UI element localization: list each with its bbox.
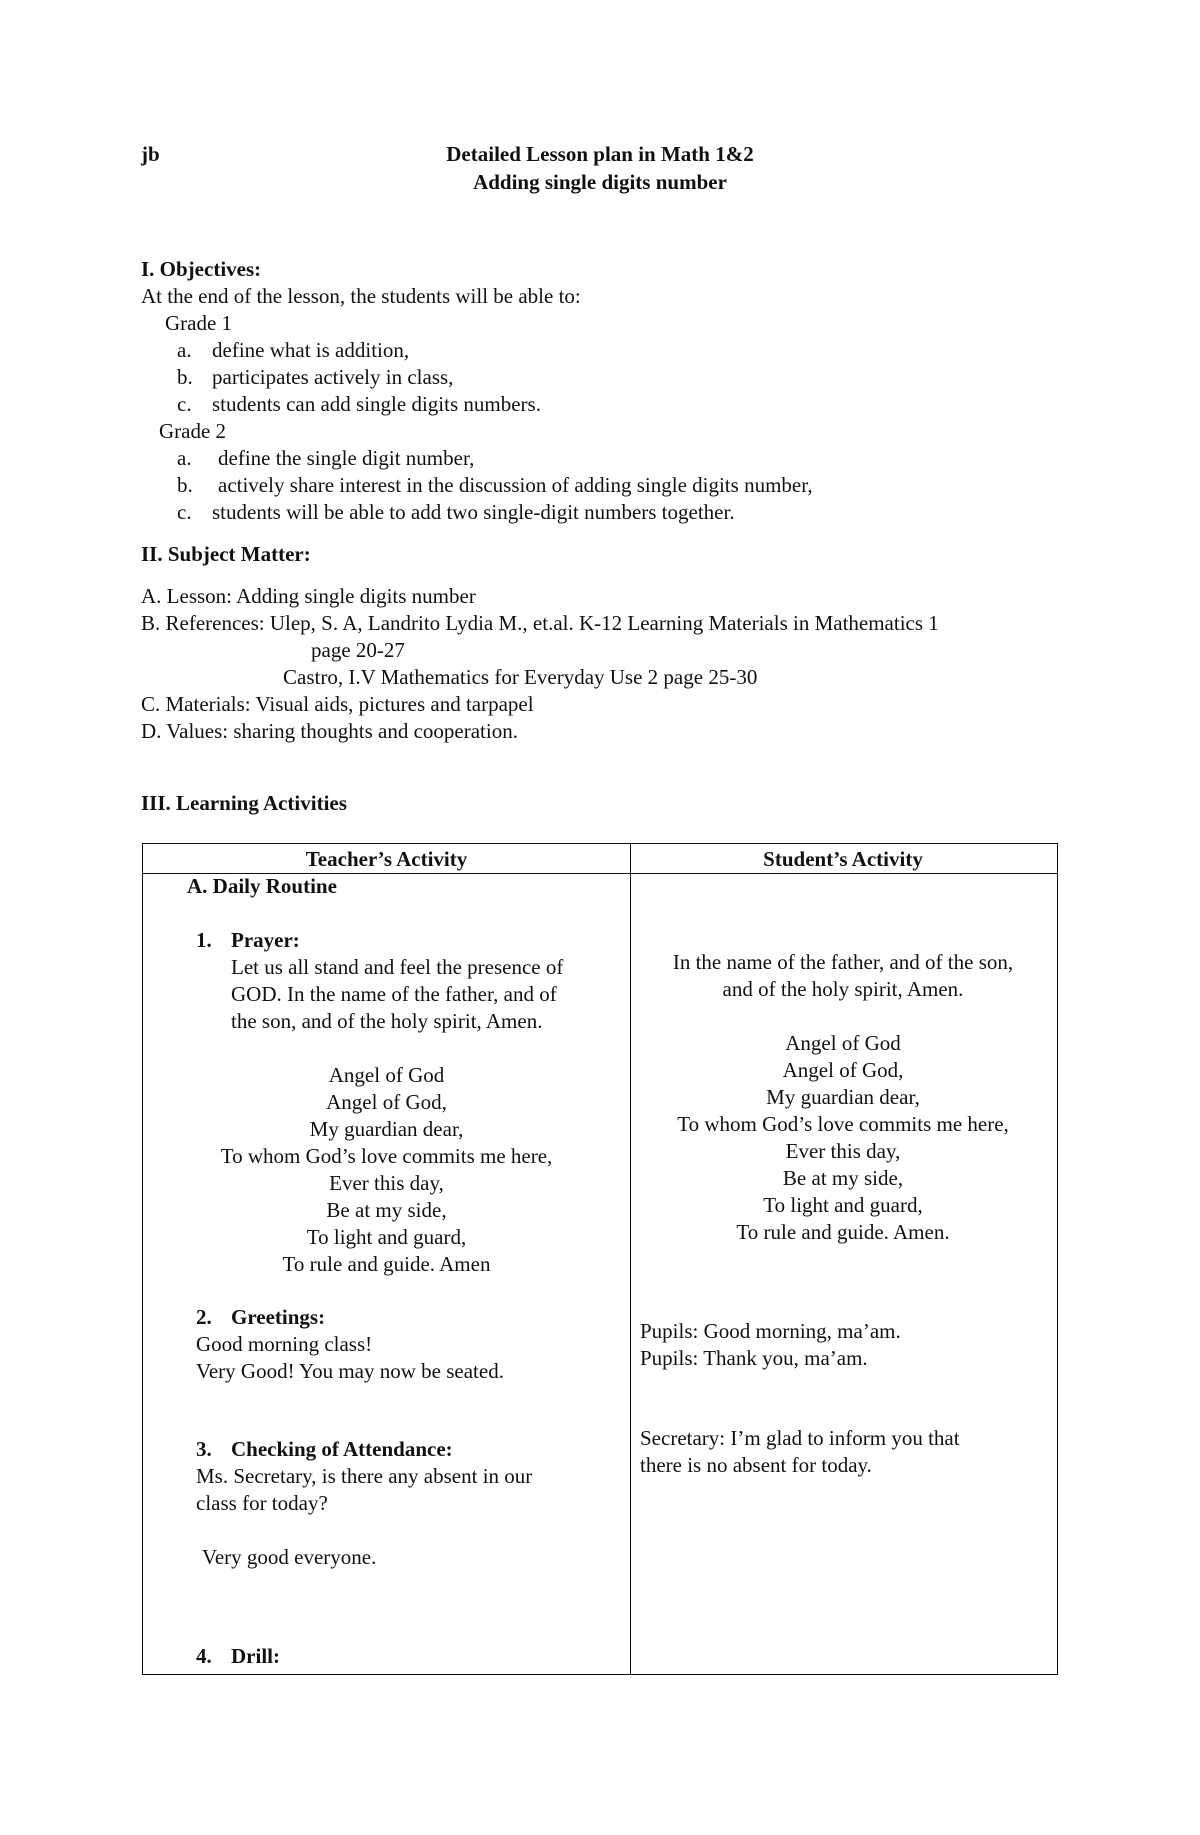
prayer-heading: 1. Prayer: bbox=[196, 928, 300, 952]
document-subtitle: Adding single digits number bbox=[473, 170, 727, 194]
author-initials: jb bbox=[141, 142, 160, 166]
subject-references-pages: page 20-27 bbox=[311, 638, 405, 662]
learning-activities-heading: III. Learning Activities bbox=[141, 791, 347, 815]
activities-table bbox=[142, 843, 1058, 1675]
list-item: a. define the single digit number, bbox=[177, 446, 475, 470]
list-item: b. actively share interest in the discussion of adding single digits number, bbox=[177, 473, 813, 497]
prayer-student-poem: Angel of God Angel of God, My guardian dear, To whom God’s love commits me here, Ever this day, Be at my side, To light and guard, To rule and guide. Amen. bbox=[677, 1031, 1009, 1244]
grade2-label: Grade 2 bbox=[159, 419, 227, 443]
col-header-teacher: Teacher’s Activity bbox=[305, 847, 468, 871]
attendance-teacher-after: Very good everyone. bbox=[202, 1545, 377, 1569]
subject-values: D. Values: sharing thoughts and cooperation. bbox=[141, 719, 518, 743]
attendance-teacher-text: Ms. Secretary, is there any absent in our class for today? bbox=[196, 1464, 533, 1515]
daily-routine-heading: A. Daily Routine bbox=[187, 874, 337, 898]
greetings-heading: 2. Greetings: bbox=[196, 1305, 326, 1329]
list-item: c. students will be able to add two single-digit numbers together. bbox=[177, 500, 735, 524]
subject-lesson: A. Lesson: Adding single digits number bbox=[141, 584, 476, 608]
attendance-student-text: Secretary: I’m glad to inform you that there is no absent for today. bbox=[640, 1426, 960, 1477]
objectives-heading: I. Objectives: bbox=[141, 257, 262, 281]
subject-matter-heading: II. Subject Matter: bbox=[141, 542, 311, 566]
drill-heading: 4. Drill: bbox=[196, 1644, 280, 1668]
subject-materials: C. Materials: Visual aids, pictures and tarpapel bbox=[141, 692, 534, 716]
col-header-student: Student’s Activity bbox=[763, 847, 923, 871]
list-item: a. define what is addition, bbox=[177, 338, 410, 362]
subject-references: B. References: Ulep, S. A, Landrito Lydia M., et.al. K-12 Learning Materials in Mathematics 1 bbox=[141, 611, 939, 635]
grade1-label: Grade 1 bbox=[165, 311, 233, 335]
objectives-intro: At the end of the lesson, the students will be able to: bbox=[141, 284, 581, 308]
greetings-student-text: Pupils: Good morning, ma’am. Pupils: Thank you, ma’am. bbox=[640, 1319, 901, 1370]
subject-references-second: Castro, I.V Mathematics for Everyday Use 2 page 25-30 bbox=[283, 665, 758, 689]
prayer-student-text: In the name of the father, and of the son, and of the holy spirit, Amen. bbox=[672, 950, 1014, 1001]
document-title: Detailed Lesson plan in Math 1&2 bbox=[446, 142, 754, 166]
prayer-teacher-poem: Angel of God Angel of God, My guardian dear, To whom God’s love commits me here, Ever this day, Be at my side, To light and guard, To rule and guide. Amen bbox=[220, 1063, 553, 1276]
list-item: c. students can add single digits numbers. bbox=[177, 392, 541, 416]
list-item: b. participates actively in class, bbox=[177, 365, 454, 389]
attendance-heading: 3. Checking of Attendance: bbox=[196, 1437, 453, 1461]
greetings-teacher-text: Good morning class! Very Good! You may now be seated. bbox=[196, 1332, 504, 1383]
prayer-teacher-text: Let us all stand and feel the presence of GOD. In the name of the father, and of the son, and of the holy spirit, Amen. bbox=[231, 955, 564, 1033]
